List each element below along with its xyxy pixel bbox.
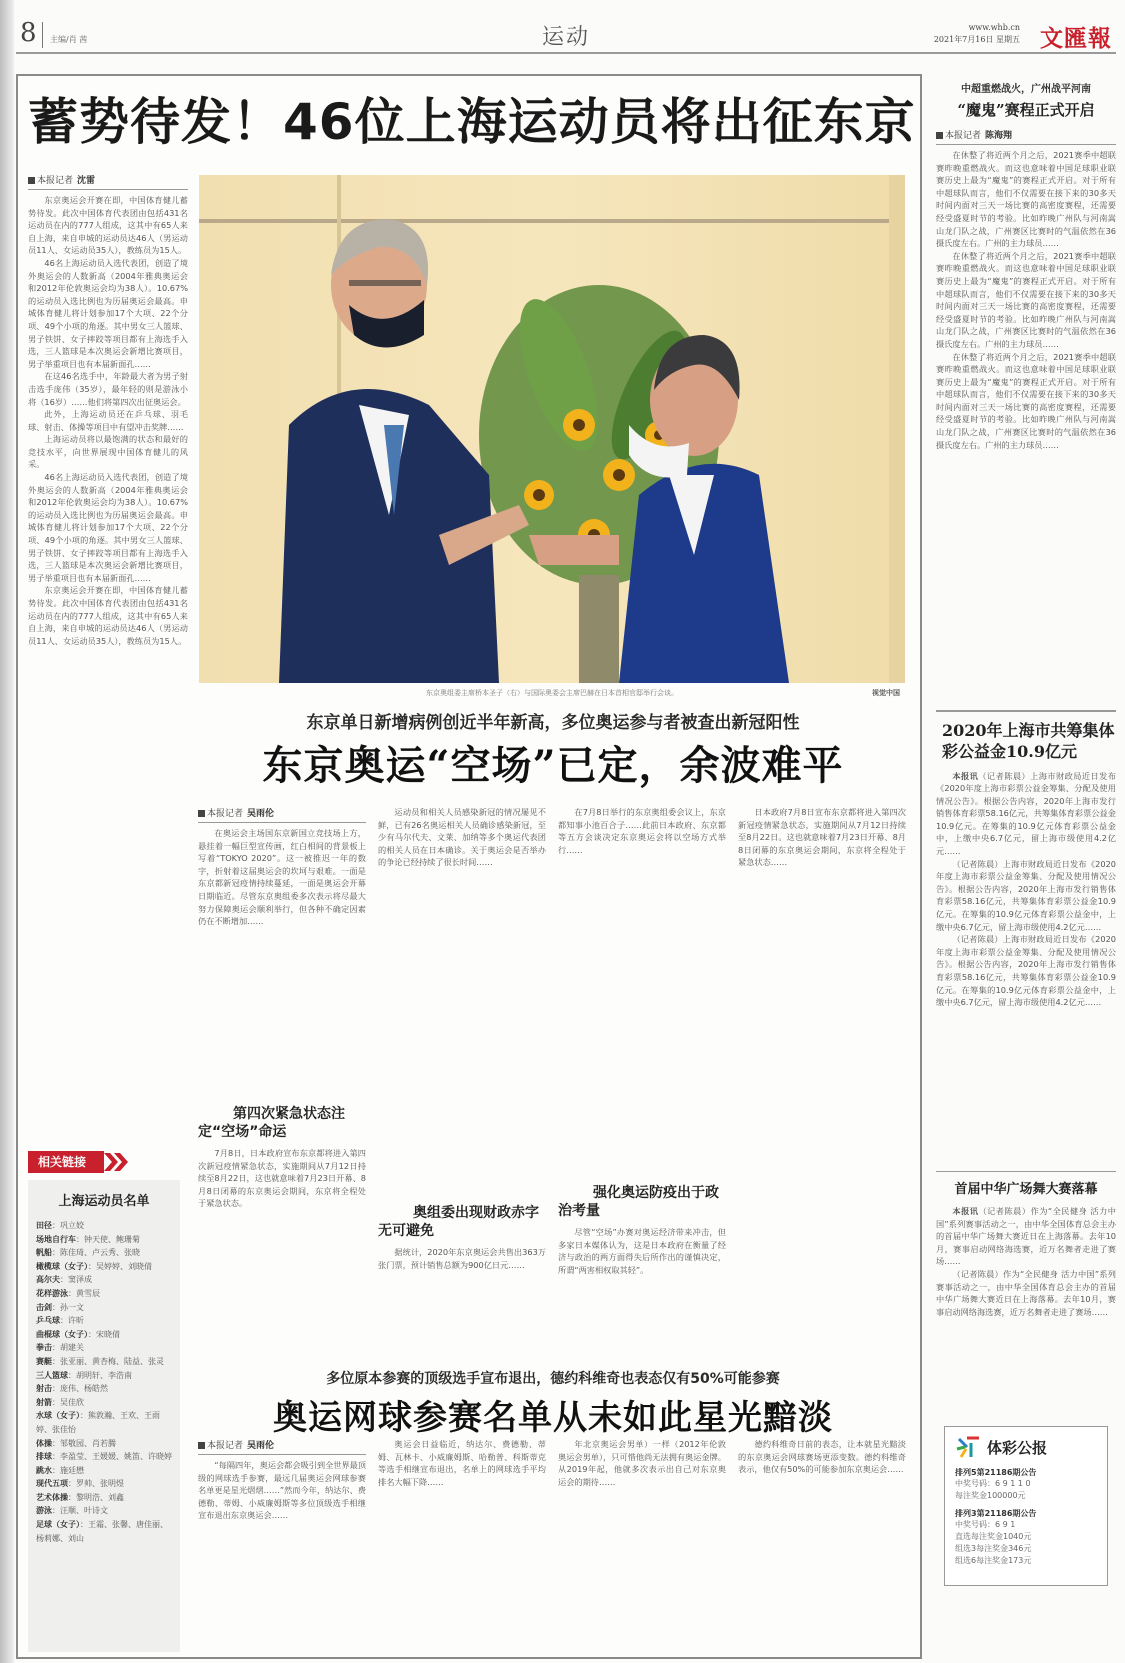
subhead-politics: 强化奥运防疫出于政治考量 [558,1185,719,1219]
roster-item: 橄榄球（女子）：吴婷婷、刘晓倩 [36,1261,152,1271]
section-title: 运动 [541,25,590,50]
story3-column-4: 德约科维奇日前的表态，让本就星光黯淡的东京奥运会网球赛场更添变数。德约科维奇表示，他仅有50%的可能参加东京奥运会…… [738,1439,906,1475]
roster-item: 高尔夫：窦泽成 [36,1275,92,1285]
roster-item: 击剑：孙一文 [36,1302,84,1312]
paper-meta [934,22,1020,46]
lead-photo [199,175,905,683]
sidebar-story1-headline: “魔鬼”赛程正式开启 [957,101,1095,119]
roster-list [34,1219,174,1545]
roster-item: 曲棍球（女子）：宋晓倩 [36,1329,120,1339]
sidebar-story1-body: 在休整了将近两个月之后，2021赛季中超联赛昨晚重燃战火。而这也意味着中国足球职业联赛历史上最为“魔鬼”的赛程正式开启。对于所有中超球队而言，他们不仅需要在接下来的30多天时间内面对三天一场比赛的高密度赛程，还需要经受盛夏时节的考验。比如昨晚广州队与河南嵩山龙门队之战，广州赛区比赛时的气温依然在36摄氏度左右。广州的主力球员…… 在休整了将近两个月之后，2021赛季中超联赛昨晚重燃战火。而这也意味着中国足球职业联赛历史上最为“魔鬼”的赛程正式开启。对于所有中超球队而言，他们不仅需要在接下来的30多天时间内面对三天一场比赛的高密度赛程，还需要经受盛夏时节的考验。比如昨晚广州队与河南嵩山龙门队之战，广州赛区比赛时的气温依然在36摄氏度左右。广州的主力球员…… 在休整了将近两个月之后，2021赛季中超联赛昨晚重燃战火。而这也意味着中国足球职业联赛历史上最为“魔鬼”的赛程正式开启。对于所有中超球队而言，他们不仅需要在接下来的30多天时间内面对三天一场比赛的高密度赛程，还需要经受盛夏时节的考验。比如昨晚广州队与河南嵩山龙门队之战，广州赛区比赛时的气温依然在36摄氏度左右。广州的主力球员…… [936,150,1116,450]
byline-square-icon [198,810,205,817]
website[interactable]: www.whb.cn [968,23,1020,32]
roster-item: 帆船：陈佳琦、卢云秀、张晓 [36,1248,140,1258]
photo-credit: 视觉中国 [872,689,900,697]
roster-item: 射击：庞伟、杨皓然 [36,1384,108,1394]
story2-byline: 本报记者 吴雨伦 [198,806,366,823]
story3-deck: 多位原本参赛的顶级选手宣布退出，德约科维奇也表态仅有50%可能参赛 [326,1371,780,1387]
story3-headline: 奥运网球参赛名单从未如此星光黯淡 [273,1398,833,1438]
byline-square-icon [28,177,35,184]
story3-column-2: 奥运会日益临近，纳达尔、费德勒、蒂姆、瓦林卡、小威廉姆斯、哈勒普、科斯蒂克等选手相继宣布退出，名单上的网球选手平均排名大幅下降…… [378,1439,546,1487]
story2-column-1: 本报记者 吴雨伦 在奥运会主场国东京新国立竞技场上方，悬挂着一幅巨型宣传画，红白相间的背景板上写着“TOKYO 2020”。这一被推迟一年的数字，折射着这届奥运会的坎坷与艰难。一面是东京都新冠疫情持续蔓延，一面是奥运会开幕日期临近。尽管东京奥组委多次表示将尽最大努力保障奥运会顺利举行，但各种不确定因素仍在不断增加…… 第四次紧急状态注定“空场”命运 7月8日，日本政府宣布东京都将进入第四次新冠疫情紧急状态，实施期间从7月12日持续至8月22日，这也就意味着7月23日开幕、8月8日闭幕的东京奥运会期间，东京将全程处于紧急状态。 [198,806,366,1317]
roster-item: 现代五项：罗帅、张明煜 [36,1479,124,1489]
roster-item: 花样游泳：黄雪辰 [36,1288,100,1298]
roster-item: 拳击：胡建关 [36,1343,84,1353]
story2-column-3: 在7月8日举行的东京奥组委会议上，东京都知事小池百合子……此前日本政府、东京都等五方会谈决定东京奥运会将以空场方式举行…… 强化奥运防疫出于政治考量 尽管“空场”办赛对奥运经济带来冲击，但多家日本媒体认为，这是日本政府在衡量了经济与政治的两方面得失后所作出的谨慎决定，所谓“两害相权取其轻”。 [558,807,726,1275]
roster-item: 田径：巩立姣 [36,1221,84,1230]
roster-title: 上海运动员名单 [58,1194,150,1209]
sidebar-story1-deck: 中超重燃战火，广州战平河南 [961,84,1091,95]
masthead [16,14,1116,54]
sidebar-divider [936,1171,1116,1173]
roster-item: 游泳：汪顺、叶诗文 [36,1506,108,1516]
roster-item: 水球（女子）：熊敦瀚、王欢、王雨婷、张佳怡 [36,1411,160,1434]
roster-item: 跳水：施廷懋 [36,1465,84,1475]
roster-item: 艺术体操：黎明浩、刘鑫 [36,1492,124,1502]
story2-column-4: 日本政府7月8日宣布东京都将进入第四次新冠疫情紧急状态，实施期间从7月12日持续至8月22日。这也就意味着7月23日开幕、8月8日闭幕的东京奥运会期间，东京将全程处于紧急状态…… [738,807,906,868]
story2-column-2: 运动员和相关人员感染新冠的情况屡见不鲜，已有26名奥运相关人员确诊感染新冠，至少有马尔代夫、文莱、加纳等多个奥运代表团的相关人员在日本确诊。关于奥运会是否举办的争论已经持续了很长时间…… 奥组委出现财政赤字无可避免 据统计，2020年东京奥运会共售出363万张门票，预计销售总额为900亿日元…… [378,807,546,1270]
page-binding-shadow [0,0,14,1663]
story3-body [198,1438,906,1653]
roster-item: 赛艇：张亚丽、黄杏梅、陆益、张灵 [36,1356,164,1366]
story3-byline: 本报记者 吴雨伦 [198,1438,366,1455]
byline-square-icon [198,1442,205,1449]
lead-headline: 蓄势待发！46位上海运动员将出征东京 [28,93,916,151]
lottery-announcement: 体彩公报 排列5第21186期公告 中奖号码：6 9 1 1 0 每注奖金100000元 排列3第21186期公告 中奖号码：6 9 1 直选每注奖金1040元 组选3每注奖金346元 组选6每注奖金173元 [944,1426,1108,1586]
roster-item: 排球：李盈莹、王媛媛、姚笛、许晓婷 [36,1452,172,1462]
sidebar-story3-body: 本报讯（记者陈晨）作为“全民健身 活力中国”系列赛事活动之一，由中华全国体育总会主办的首届中华广场舞大赛近日在上海落幕。去年10月，赛事启动网络海选赛，近万名舞者走进了赛场…… （记者陈晨）作为“全民健身 活力中国”系列赛事活动之一，由中华全国体育总会主办的首届中华广场舞大赛近日在上海落幕。去年10月，赛事启动网络海选赛，近万名舞者走进了赛场…… [936,1206,1116,1317]
photo-caption: 东京奥组委主席桥本圣子（右）与国际奥委会主席巴赫在日本首相官邸举行会谈。 [426,689,678,697]
lead-story-column [28,173,188,1144]
roster-item: 三人篮球：胡明轩、李浩南 [36,1370,132,1380]
page-number: 8 [20,18,37,48]
lead-byline: 本报记者 沈雷 [28,173,188,190]
lead-body: 东京奥运会开赛在即，中国体育健儿蓄势待发。此次中国体育代表团由包括431名运动员在内的777人组成，这其中有65人来自上海，来自申城的运动员达46人（男运动员11人、女运动员35人），教练员为15人。 46名上海运动员入选代表团，创造了境外奥运会的人数新高（2004年雅典奥运会和2012年伦敦奥运会均为38人）。10.67%的运动员入选比例也为历届奥运会最高。申城体育健儿将计划参加17个大项、22个分项、49个小项的角逐。其中男女三人篮球、男子铁饼、女子摔跤等项目都有上海选手入选，三人篮球是本次奥运会新增比赛项目，男子举重项目也有本届新面孔…… 在这46名选手中，年龄最大者为男子射击选手庞伟（35岁），最年轻的则是游泳小将（16岁）……他们将第四次出征奥运会。 此外，上海运动员还在乒乓球、羽毛球、射击、体操等项目中有望冲击奖牌…… 上海运动员将以最饱满的状态和最好的竞技水平，向世界展现中国体育健儿的风采。 46名上海运动员入选代表团，创造了境外奥运会的人数新高（2004年雅典奥运会和2012年伦敦奥运会均为38人）。10.67%的运动员入选比例也为历届奥运会最高。申城体育健儿将计划参加17个大项、22个分项、49个小项的角逐。其中男女三人篮球、男子铁饼、女子摔跤等项目都有上海选手入选，三人篮球是本次奥运会新增比赛项目，男子举重项目也有本届新面孔…… 东京奥运会开赛在即，中国体育健儿蓄势待发。此次中国体育代表团由包括431名运动员在内的777人组成，这其中有65人来自上海，来自申城的运动员达46人（男运动员11人、女运动员35人），教练员为15人。 [28,195,188,646]
sidebar-story1-byline: 本报记者 陈海翔 [936,128,1116,145]
meeting-photo-illustration [199,175,905,683]
page-editors: 主编/肖 茜 [50,35,88,44]
roster-item: 场地自行车：钟天使、鲍珊菊 [36,1234,140,1244]
roster-item: 乒乓球：许昕 [36,1316,84,1326]
sidebar-divider [936,710,1116,712]
related-links-tab: 相关链接 [28,1151,104,1173]
sports-lottery-logo-icon [955,1435,981,1459]
sidebar-story2-body: 本报讯（记者陈晨）上海市财政局近日发布《2020年度上海市彩票公益金筹集、分配及使用情况公告》。根据公告内容，2020年上海市发行销售体育彩票58.16亿元，共筹集体育彩票公益金10.9亿元。在筹集的10.9亿元体育彩票公益金中，上缴中央6.7亿元，留上海市级使用4.2亿元…… （记者陈晨）上海市财政局近日发布《2020年度上海市彩票公益金筹集、分配及使用情况公告》。根据公告内容，2020年上海市发行销售体育彩票58.16亿元，共筹集体育彩票公益金10.9亿元。在筹集的10.9亿元体育彩票公益金中，上缴中央6.7亿元，留上海市级使用4.2亿元…… （记者陈晨）上海市财政局近日发布《2020年度上海市彩票公益金筹集、分配及使用情况公告》。根据公告内容，2020年上海市发行销售体育彩票58.16亿元，共筹集体育彩票公益金10.9亿元。在筹集的10.9亿元体育彩票公益金中，上缴中央6.7亿元，留上海市级使用4.2亿元…… [936,770,1116,1008]
story3-column-1: 本报记者 吴雨伦 “每隔四年，奥运会都会吸引到全世界最顶级的网球选手参赛，最远几届奥运会网球参赛名单更是星光熠熠……”然而今年，纳达尔、费德勒、蒂姆、小威廉姆斯等多位顶级选手相继宣布退出东京奥运会…… [198,1438,366,1649]
story2-deck: 东京单日新增病例创近半年新高，多位奥运参与者被查出新冠阳性 [306,713,800,733]
subhead-deficit: 奥组委出现财政赤字无可避免 [378,1205,539,1239]
issue-date: 2021年7月16日 星期五 [933,35,1020,44]
draw-title: 排列3第21186期公告 [955,1509,1037,1518]
paper-logo: 文匯報 [1040,25,1112,52]
lottery-title: 体彩公报 [955,1435,1097,1459]
right-sidebar [936,74,1116,1405]
story3-column-3: 年北京奥运会男单）一样（2012年伦敦奥运会男单），只可惜他尚无法拥有奥运金牌。从2019年起，他就多次表示出自己对东京奥运会的期待…… [558,1439,726,1487]
double-chevron-icon [102,1151,130,1173]
roster-item: 体操：邹敬园、肖若腾 [36,1438,116,1448]
story2-headline: 东京奥运“空场”已定，余波难平 [262,742,844,789]
roster-item: 足球（女子）：王霜、张馨、唐佳丽、杨莉娜、刘山 [36,1520,168,1543]
roster-item: 射箭：吴佳欣 [36,1397,84,1407]
story2-body [198,806,906,1366]
draw-title: 排列5第21186期公告 [955,1468,1037,1477]
byline-square-icon [936,132,943,139]
athlete-roster [28,1180,180,1652]
sidebar-story2-headline: 2020年上海市共筹集体彩公益金10.9亿元 [942,720,1115,761]
sidebar-story3-headline: 首届中华广场舞大赛落幕 [954,1182,1098,1197]
subhead-emergency: 第四次紧急状态注定“空场”命运 [198,1106,345,1140]
main-article-frame [16,74,922,1659]
